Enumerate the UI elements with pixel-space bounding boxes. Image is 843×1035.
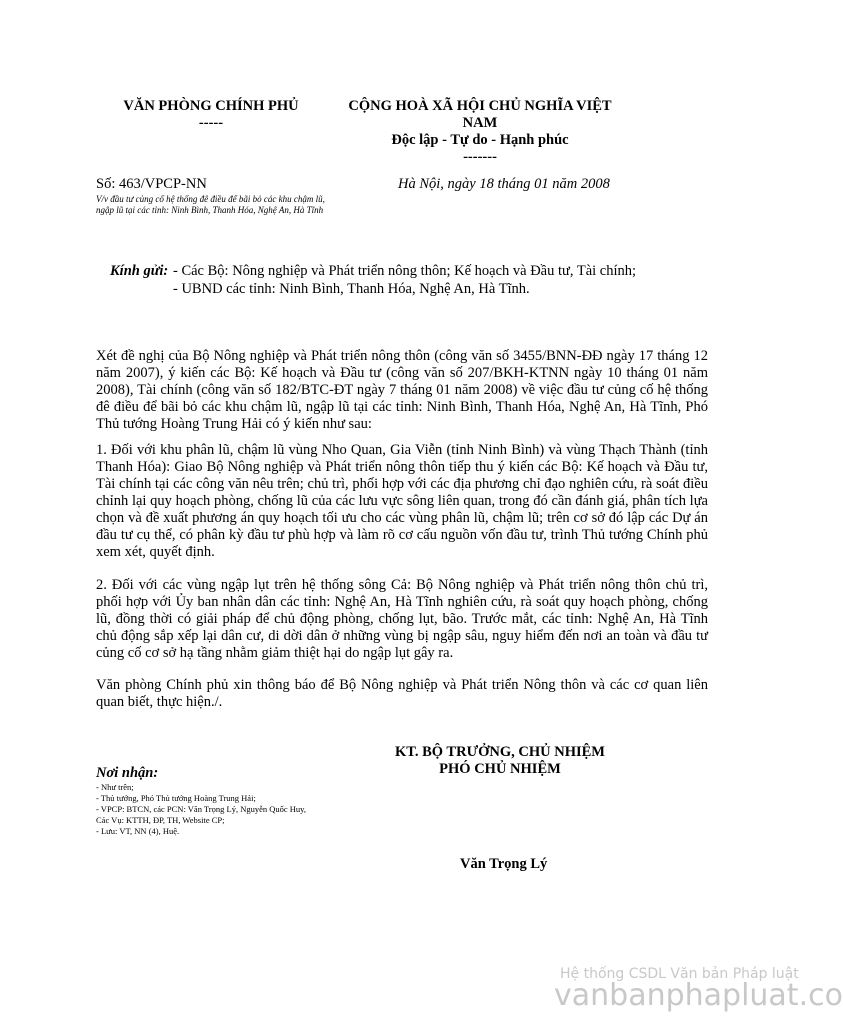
motto-separator: ------- [463,149,497,165]
issuing-agency-block [96,98,326,132]
body-paragraph-4: Văn phòng Chính phủ xin thông báo để Bộ Nông nghiệp và Phát triển Nông thôn và các cơ quan liên quan biết, thực hiện./. [96,677,708,710]
distribution-label: Nơi nhận: [96,765,159,781]
signature-title-1: KT. BỘ TRƯỞNG, CHỦ NHIỆM [395,744,605,760]
watermark-domain: vanbanphapluat.co [554,978,843,1013]
recipients-label: Kính gửi: [110,263,169,279]
signature-title-2: PHÓ CHỦ NHIỆM [439,761,561,777]
distribution-item: - Lưu: VT, NN (4), Huệ. [96,826,180,836]
signer-name: Văn Trọng Lý [460,856,548,872]
distribution-list [96,782,396,837]
document-subject: V/v đầu tư củng cố hệ thống đê điều để bãi bỏ các khu chậm lũ, ngập lũ tại các tỉnh: Ninh Bình, Thanh Hóa, Nghệ An, Hà Tĩnh [96,194,325,215]
distribution-item: - VPCP: BTCN, các PCN: Văn Trọng Lý, Nguyễn Quốc Huy, [96,804,306,814]
distribution-item: Các Vụ: KTTH, ĐP, TH, Website CP; [96,815,225,825]
distribution-item: - Thủ tướng, Phó Thủ tướng Hoàng Trung Hải; [96,793,256,803]
recipients-line-2: - UBND các tỉnh: Ninh Bình, Thanh Hóa, Nghệ An, Hà Tĩnh. [173,281,530,297]
national-title-block [330,98,630,166]
watermark-caption: Hệ thống CSDL Văn bản Pháp luật [560,966,799,982]
agency-separator: ----- [198,115,224,131]
body-paragraph-2: 1. Đối với khu phân lũ, chậm lũ vùng Nho Quan, Gia Viễn (tỉnh Ninh Bình) và vùng Thạch Thành (tỉnh Thanh Hóa): Giao Bộ Nông nghiệp và Phát triển nông thôn tiếp thu ý kiến các Bộ: Kế hoạch và Đầu tư, Tài chính tại các công văn nêu trên; chủ trì, phối hợp với các địa phương chỉ đạo nghiên cứu, rà soát điều chỉnh lại quy hoạch phòng, chống lũ của các lưu vực sông liên quan, trong đó cần đánh giá, phân tích lựa chọn và đề xuất phương án quy hoạch tối ưu cho các vùng phân lũ, chậm lũ; trên cơ sở đó lập các Dự án đầu tư cụ thể, có phân kỳ đầu tư phù hợp và làm rõ cơ cấu nguồn vốn đầu tư, trình Thủ tướng Chính phủ xem xét, quyết định. [96,442,708,560]
recipients-line-1: - Các Bộ: Nông nghiệp và Phát triển nông thôn; Kế hoạch và Đầu tư, Tài chính; [173,263,637,279]
document-number: Số: 463/VPCP-NN [96,176,207,192]
document-date: Hà Nội, ngày 18 tháng 01 năm 2008 [398,176,610,192]
distribution-item: - Như trên; [96,782,134,792]
issuing-agency: VĂN PHÒNG CHÍNH PHỦ [123,98,299,114]
body-paragraph-1: Xét đề nghị của Bộ Nông nghiệp và Phát triển nông thôn (công văn số 3455/BNN-ĐĐ ngày 17 tháng 12 năm 2007), ý kiến các Bộ: Kế hoạch và Đầu tư (công văn số 207/BKH-KTNN ngày 10 tháng 01 năm 2008), Tài chính (công văn số 182/BTC-ĐT ngày 7 tháng 01 năm 2008) về việc đầu tư củng cố hệ thống đê điều để bãi bỏ các khu chậm lũ, ngập lũ tại các tỉnh: Ninh Bình, Thanh Hóa, Nghệ An, Hà Tĩnh, Phó Thủ tướng Hoàng Trung Hải có ý kiến như sau: [96,348,708,432]
body-paragraph-3: 2. Đối với các vùng ngập lụt trên hệ thống sông Cả: Bộ Nông nghiệp và Phát triển nông thôn chủ trì, phối hợp với Ủy ban nhân dân các tỉnh: Nghệ An, Hà Tĩnh nghiên cứu, rà soát quy hoạch phòng, chống lũ, đồng thời có giải pháp để chủ động phòng, chống lụt, bão. Trước mắt, các tỉnh: Nghệ An, Hà Tĩnh chủ động sắp xếp lại dân cư, di dời dân ở những vùng bị ngập sâu, nguy hiểm đến nơi an toàn và đầu tư củng cố cơ sở hạ tầng nhằm giảm thiệt hại do ngập lụt gây ra. [96,577,708,661]
country-name-line1: CỘNG HOÀ XÃ HỘI CHỦ NGHĨA VIỆT [348,98,612,114]
national-motto: Độc lập - Tự do - Hạnh phúc [391,132,569,148]
country-name-line2: NAM [462,115,498,131]
signature-title-block [370,744,630,778]
